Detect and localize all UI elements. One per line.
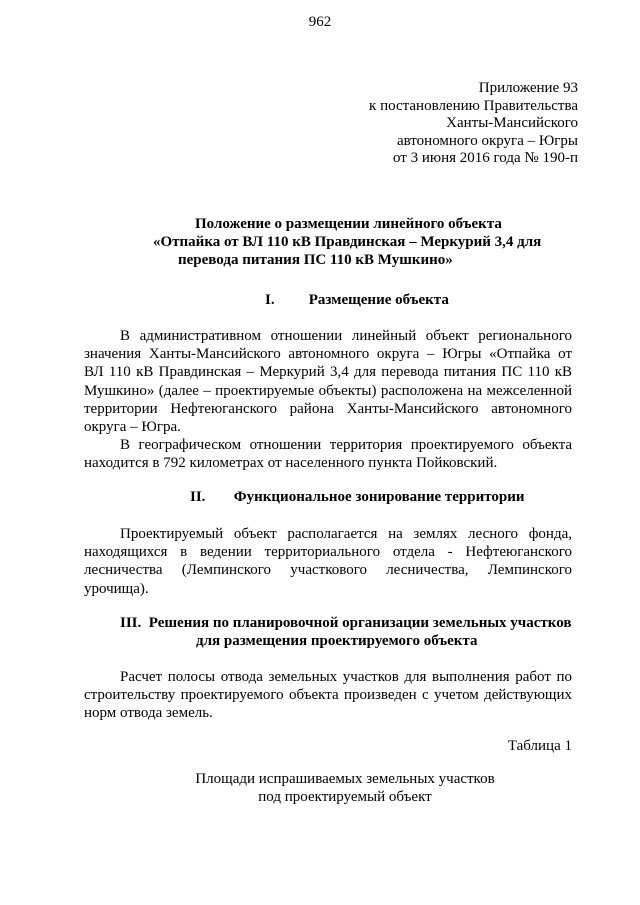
text-line: находится в 792 километрах от населенного пункта Пойковский. bbox=[84, 455, 498, 472]
table-label: Таблица 1 bbox=[507, 738, 572, 754]
text-line: находящихся в ведении территориального отдела - Нефтеюганского bbox=[84, 544, 572, 561]
appendix-line: к постановлению Правительства bbox=[369, 97, 578, 114]
section-number: I. bbox=[265, 292, 275, 308]
section-2-paragraph bbox=[84, 525, 572, 598]
section-1-heading bbox=[265, 292, 449, 309]
table-title-line: Площади испрашиваемых земельных участков bbox=[195, 771, 495, 787]
title-line: перевода питания ПС 110 кВ Мушкино» bbox=[178, 252, 453, 268]
section-title-line: для размещения проектируемого объекта bbox=[196, 633, 478, 649]
appendix-line: Приложение 93 bbox=[478, 80, 578, 96]
appendix-line: Ханты-Мансийского bbox=[446, 115, 578, 131]
section-number: II. bbox=[190, 489, 206, 505]
text-line: строительству проектируемого объекта произведен с учетом действующих bbox=[84, 687, 572, 704]
text-line: ВЛ 110 кВ Правдинская – Меркурий 3,4 для перевода питания ПС 110 кВ bbox=[84, 364, 572, 381]
section-2-heading bbox=[190, 489, 525, 506]
section-1-paragraph-1 bbox=[84, 327, 572, 436]
table-title bbox=[0, 770, 640, 806]
section-title: Размещение объекта bbox=[308, 292, 449, 308]
text-line: значения Ханты-Мансийского автономного округа – Югры «Отпайка от bbox=[84, 346, 572, 363]
section-1-paragraph-2 bbox=[84, 436, 572, 472]
text-line: В географическом отношении территория проектируемого объекта bbox=[120, 437, 572, 453]
text-line: норм отвода земель. bbox=[84, 705, 213, 722]
appendix-line: от 3 июня 2016 года № 190-п bbox=[393, 150, 578, 166]
text-line: округа – Югра. bbox=[84, 418, 181, 435]
section-3-heading bbox=[120, 614, 571, 650]
title-line: Положение о размещении линейного объекта bbox=[195, 216, 502, 232]
text-line: территории Нефтеюганского района Ханты-Мансийского автономного bbox=[84, 400, 572, 417]
page-number: 962 bbox=[308, 14, 332, 30]
text-line: лесничества (Лемпинского участкового лесничества, Лемпинского bbox=[84, 562, 572, 579]
table-title-line: под проектируемый объект bbox=[258, 789, 432, 805]
text-line: В административном отношении линейный объект регионального bbox=[120, 328, 572, 344]
section-3-paragraph bbox=[84, 668, 572, 723]
text-line: Мушкино» (далее – проектируемые объекты) расположена на межселенной bbox=[84, 382, 572, 399]
text-line: Расчет полосы отвода земельных участков для выполнения работ по bbox=[120, 669, 572, 685]
document-title bbox=[100, 215, 570, 269]
text-line: Проектируемый объект располагается на землях лесного фонда, bbox=[120, 526, 572, 542]
section-title: Функциональное зонирование территории bbox=[233, 489, 525, 505]
text-line: урочища). bbox=[84, 580, 149, 597]
section-title-line: Решения по планировочной организации земельных участков bbox=[148, 615, 572, 631]
appendix-block bbox=[369, 80, 578, 168]
section-number: III. bbox=[120, 615, 142, 631]
appendix-line: автономного округа – Югры bbox=[396, 132, 578, 149]
title-line: «Отпайка от ВЛ 110 кВ Правдинская – Меркурий 3,4 для bbox=[153, 234, 542, 250]
